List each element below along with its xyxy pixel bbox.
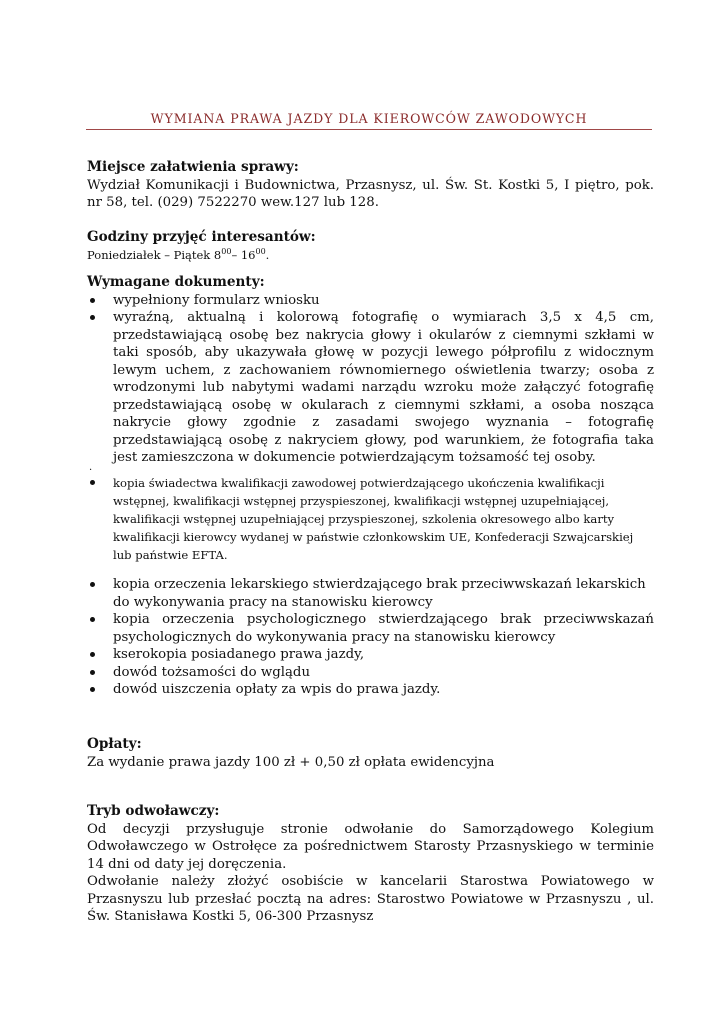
appeal-section [87,803,654,926]
documents-list-continued [87,576,654,699]
fees-section [87,736,654,771]
appeal-heading: Tryb odwoławczy: [87,803,220,819]
appeal-text-2: Odwołanie należy złożyć osobiście w kancelarii Starostwa Powiatowego w Przasnyszu lub przesłać pocztą na adres: Starostwo Powiatowe w Przasnyszu , ul. Św. Stanisława Kostki 5, 06-300 Przasnysz [87,874,654,924]
place-text: Wydział Komunikacji i Budownictwa, Przasnysz, ul. Św. St. Kostki 5, I piętro, pok. nr 58, tel. (029) 7522270 wew.127 lub 128. [87,177,654,210]
list-item-text: dowód tożsamości do wglądu [113,664,311,680]
separator-dot: . [89,462,93,473]
list-item-text: kopia orzeczenia lekarskiego stwierdzającego brak przeciwwskazań lekarskich do wykonywania pracy na stanowisku kierowcy [113,577,646,610]
title-underline [86,129,652,130]
list-item-text: wyraźną, aktualną i kolorową fotografię o wymiarach 3,5 x 4,5 cm, przedstawiającą osobę bez nakrycia głowy i okularów z ciemnymi szkłami w taki sposób, aby ukazywała głowę w pozycji lewego półprofilu z widocznym lewym uchem, z zachowaniem równomiernego oświetlenia twarzy; osoba z wrodzonymi lub nabytymi wadami narządu wzroku może załączyć fotografię przedstawiającą osobę w okularach z ciemnymi szkłami, a osoba nosząca nakrycie głowy zgodnie z zasadami swojego wyznania – fotografię przedstawiającą osobę z nakryciem głowy, pod warunkiem, że fotografia taka jest zamieszczona w dokumencie potwierdzającym tożsamość tej osoby. [113,310,654,465]
hours-to: – 16 [231,247,256,262]
list-item [87,474,654,564]
list-item [87,681,654,699]
documents-heading: Wymagane dokumenty: [87,274,265,290]
list-item-text: kopia orzeczenia psychologicznego stwierdzającego brak przeciwwskazań psychologicznych do wykonywania pracy na stanowisku kierowcy [113,612,654,645]
hours-from-minutes: 00 [221,246,232,256]
place-heading: Miejsce załatwienia sprawy: [87,159,299,175]
hours-days: Poniedziałek – Piątek 8 [87,247,222,262]
list-item-text: kopia świadectwa kwalifikacji zawodowej potwierdzającego ukończenia kwalifikacji wstępnej, kwalifikacji wstępnej przyspieszonej, kwalifikacji wstępnej uzupełniającej, kwalifikacji wstępnej uzupełniającej przyspieszonej, szkolenia okresowego albo karty kwalifikacji kierowcy wydanej w państwie członkowskim UE, Konfederacji Szwajcarskiej lub państwie EFTA. [113,476,634,562]
list-item-text: dowód uiszczenia opłaty za wpis do prawa jazdy. [113,682,441,697]
documents-section [87,274,654,467]
hours-heading: Godziny przyjęć interesantów: [87,229,316,245]
list-item [87,309,654,467]
list-item-text: kserokopia posiadanego prawa jazdy, [113,647,365,662]
list-item [87,646,654,664]
place-section [87,159,654,212]
appeal-text-1: Od decyzji przysługuje stronie odwołanie do Samorządowego Kolegium Odwoławczego w Ostrołęce za pośrednictwem Starosty Przasnyskiego w terminie 14 dni od daty jej doręczenia. [87,821,654,872]
fees-text: Za wydanie prawa jazdy 100 zł + 0,50 zł opłata ewidencyjna [87,754,495,770]
hours-text [87,247,654,264]
list-item [87,611,654,646]
hours-to-minutes: 00 [255,246,266,256]
hours-section [87,229,654,264]
hours-end: . [265,247,270,262]
list-item-text: wypełniony formularz wniosku [113,292,320,308]
qualification-item-block [87,474,654,564]
list-item [87,576,654,611]
fees-heading: Opłaty: [87,736,142,752]
list-item [87,292,654,310]
list-item [87,664,654,682]
document-title: WYMIANA PRAWA JAZDY DLA KIEROWCÓW ZAWODOWYCH [150,111,588,126]
